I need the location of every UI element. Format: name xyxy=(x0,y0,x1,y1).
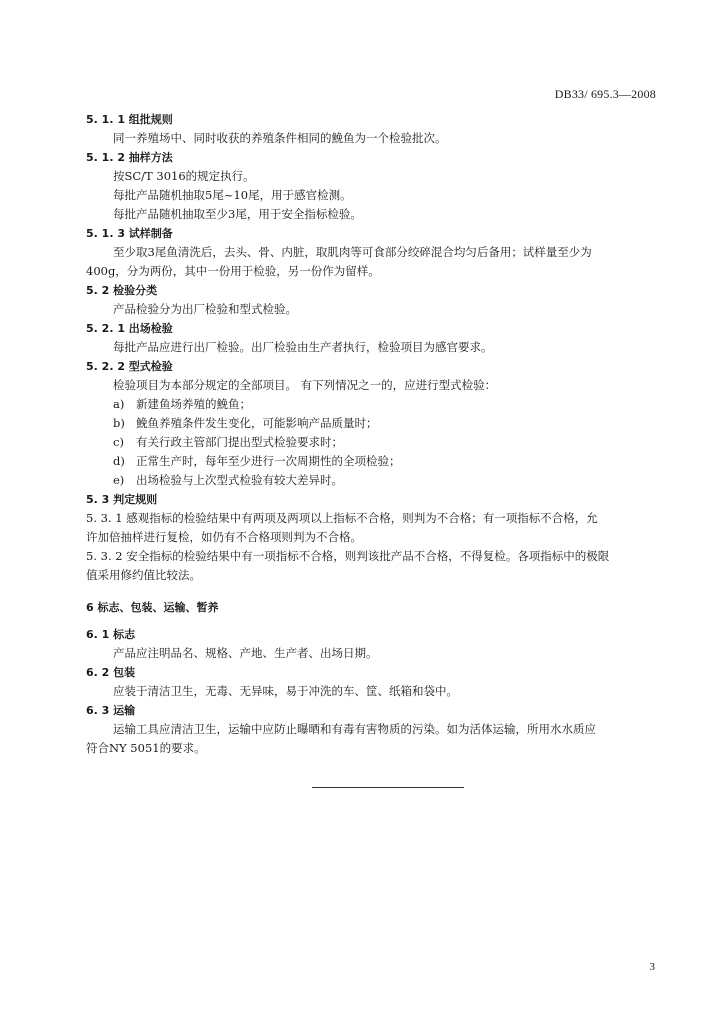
section-5-3-2-text-cont: 值采用修约值比较法。 xyxy=(86,568,201,582)
list-item xyxy=(86,414,656,433)
section-5-2-1-body: 每批产品应进行出厂检验。出厂检验由生产者执行，检验项目为感官要求。 xyxy=(113,340,493,354)
section-5-1-1-body: 同一养殖场中、同时收获的养殖条件相同的鮸鱼为一个检验批次。 xyxy=(113,131,447,145)
list-marker: a) xyxy=(113,397,125,411)
list-text: 正常生产时，每年至少进行一次周期性的全项检验； xyxy=(136,454,401,468)
section-6-3-title: 6. 3 运输 xyxy=(86,704,136,717)
section-5-1-2-line: 每批产品随机抽取至少3尾，用于安全指标检验。 xyxy=(113,207,362,221)
section-5-2-2-title: 5. 2. 2 型式检验 xyxy=(86,360,173,373)
section-5-2-body: 产品检验分为出厂检验和型式检验。 xyxy=(113,302,297,316)
list-marker: c) xyxy=(113,435,124,449)
document-body xyxy=(86,110,656,758)
section-6-1-title: 6. 1 标志 xyxy=(86,628,136,641)
section-5-2-title: 5. 2 检验分类 xyxy=(86,284,158,297)
list-item xyxy=(86,395,656,414)
list-text: 有关行政主管部门提出型式检验要求时； xyxy=(136,435,343,449)
section-6-3-body: 运输工具应清洁卫生，运输中应防止曝晒和有毒有害物质的污染。如为活体运输，所用水水质应 xyxy=(113,722,596,736)
list-text: 鮸鱼养殖条件发生变化，可能影响产品质量时； xyxy=(136,416,378,430)
section-5-1-2-line: 按SC/T 3016的规定执行。 xyxy=(113,169,255,183)
standard-code: DB33/ 695.3—2008 xyxy=(554,87,656,101)
list-item xyxy=(86,471,656,490)
list-item xyxy=(86,433,656,452)
section-6-title: 6 标志、包装、运输、暂养 xyxy=(86,601,219,614)
section-5-3-2-text: 5. 3. 2 安全指标的检验结果中有一项指标不合格，则判该批产品不合格，不得复检。各项指标中的极限 xyxy=(86,549,610,563)
section-5-1-2-line: 每批产品随机抽取5尾~10尾，用于感官检测。 xyxy=(113,188,352,202)
list-marker: e) xyxy=(113,473,125,487)
section-6-2-body: 应装于清洁卫生，无毒、无异味，易于冲洗的车、筐、纸箱和袋中。 xyxy=(113,684,458,698)
list-marker: b) xyxy=(113,416,125,430)
section-5-1-2-title: 5. 1. 2 抽样方法 xyxy=(86,151,173,164)
section-5-2-1-title: 5. 2. 1 出场检验 xyxy=(86,322,173,335)
section-5-1-3-body-cont: 400g，分为两份，其中一份用于检验，另一份作为留样。 xyxy=(86,264,380,278)
page-number: 3 xyxy=(649,961,655,973)
section-6-2-title: 6. 2 包装 xyxy=(86,666,136,679)
section-spacer xyxy=(86,617,656,625)
section-5-3-title: 5. 3 判定规则 xyxy=(86,493,158,506)
section-5-2-2-body: 检验项目为本部分规定的全部项目。 有下列情况之一的，应进行型式检验： xyxy=(113,378,497,392)
section-5-1-3-body: 至少取3尾鱼清洗后，去头、骨、内脏，取肌肉等可食部分绞碎混合均匀后备用；试样量至少为 xyxy=(113,245,592,259)
list-marker: d) xyxy=(113,454,125,468)
section-5-3-1-text: 5. 3. 1 感观指标的检验结果中有两项及两项以上指标不合格，则判为不合格；有一项指标不合格，允 xyxy=(86,511,598,525)
section-spacer xyxy=(86,585,656,598)
section-6-1-body: 产品应注明品名、规格、产地、生产者、出场日期。 xyxy=(113,646,378,660)
section-5-1-3-title: 5. 1. 3 试样制备 xyxy=(86,227,173,240)
list-text: 出场检验与上次型式检验有较大差异时。 xyxy=(136,473,343,487)
list-text: 新建鱼场养殖的鮸鱼； xyxy=(136,397,251,411)
section-5-1-1-title: 5. 1. 1 组批规则 xyxy=(86,113,173,126)
end-rule xyxy=(312,787,464,788)
section-6-3-body-cont: 符合NY 5051的要求。 xyxy=(86,741,206,755)
section-5-3-1-text-cont: 许加倍抽样进行复检，如仍有不合格项则判为不合格。 xyxy=(86,530,362,544)
list-item xyxy=(86,452,656,471)
